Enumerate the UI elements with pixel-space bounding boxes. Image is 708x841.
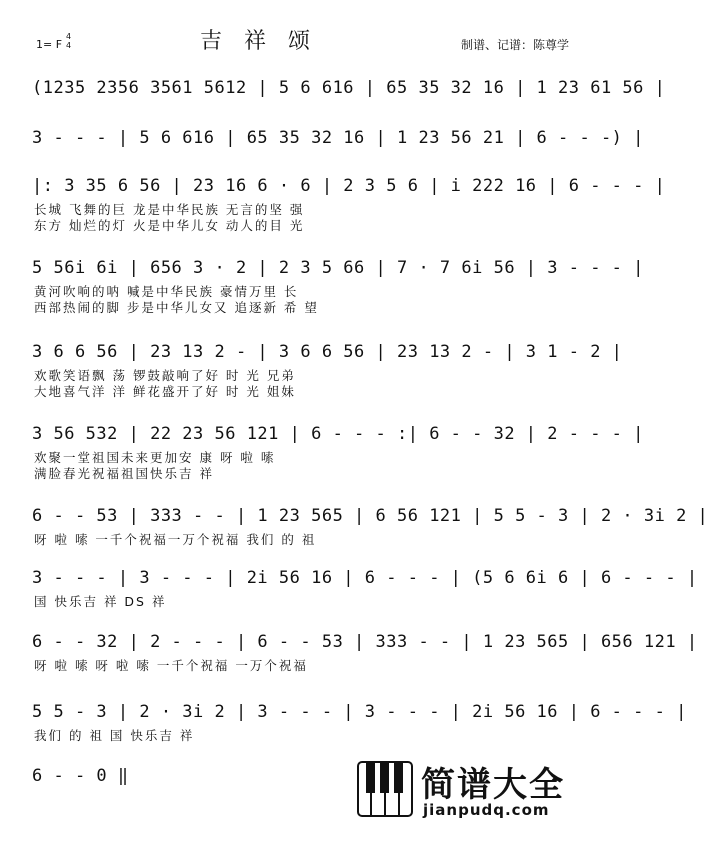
score-row [32, 702, 687, 762]
notation-line: 3 6 6 56 | 23 13 2 - | 3 6 6 56 | 23 13 2 - | 3 1 - 2 | [32, 342, 623, 362]
lyrics-verse-1: 呀 啦 嗦 一千个祝福一万个祝福 我们 的 祖 [34, 532, 317, 547]
lyrics-verse-1: 长城 飞舞的巨 龙是中华民族 无言的坚 强 [34, 202, 305, 217]
notation-line: (1235 2356 3561 5612 | 5 6 616 | 65 35 32 16 | 1 23 61 56 | [32, 78, 666, 98]
lyrics-verse-2: 满脸春光祝福祖国快乐吉 祥 [34, 466, 214, 481]
score-header [0, 30, 595, 70]
site-logo [357, 757, 583, 827]
notation-line: |: 3 35 6 56 | 23 16 6 · 6 | 2 3 5 6 | i 222 16 | 6 - - - | [32, 176, 666, 196]
notation-line: 6 - - 0 ‖ [32, 766, 129, 786]
score-row [32, 258, 644, 318]
score-row [32, 176, 666, 236]
notation-line: 5 5 - 3 | 2 · 3i 2 | 3 - - - | 3 - - - | 2i 56 16 | 6 - - - | [32, 702, 687, 722]
piano-keys-icon [357, 761, 413, 817]
lyrics-verse-1: 欢歌笑语飘 荡 锣鼓敲响了好 时 光 兄弟 [34, 368, 296, 383]
lyrics-verse-1: 国 快乐吉 祥 DS 祥 [34, 594, 167, 609]
score-row [32, 506, 708, 566]
lyrics-verse-1: 欢聚一堂祖国未来更加安 康 呀 啦 嗦 [34, 450, 276, 465]
lyrics-verse-1: 我们 的 祖 国 快乐吉 祥 [34, 728, 195, 743]
key-signature: 1= F [36, 38, 63, 51]
score-row [32, 568, 698, 628]
lyrics-verse-1: 黄河吹响的呐 喊是中华民族 豪情万里 长 [34, 284, 299, 299]
lyrics-verse-2: 东方 灿烂的灯 火是中华儿女 动人的目 光 [34, 218, 305, 233]
meter-bottom: 4 [66, 41, 72, 50]
score-title: 吉祥颂 [200, 29, 333, 54]
notation-line: 6 - - 32 | 2 - - - | 6 - - 53 | 333 - - | 1 23 565 | 656 121 | [32, 632, 698, 652]
notation-line: 3 56 532 | 22 23 56 121 | 6 - - - :| 6 - - 32 | 2 - - - | [32, 424, 644, 444]
notation-line: 5 56i 6i | 656 3 · 2 | 2 3 5 66 | 7 · 7 6i 56 | 3 - - - | [32, 258, 644, 278]
lyrics-verse-2: 大地喜气洋 洋 鲜花盛开了好 时 光 姐妹 [34, 384, 296, 399]
score-row [32, 424, 644, 484]
arranger-credit: 制谱、记谱：陈尊学 [460, 38, 569, 52]
score-row [32, 342, 623, 402]
score-row [32, 632, 698, 692]
logo-title: 简谱大全 [421, 765, 565, 805]
meter-top: 4 [66, 32, 72, 41]
notation-line: 3 - - - | 3 - - - | 2i 56 16 | 6 - - - | (5 6 6i 6 | 6 - - - | [32, 568, 698, 588]
lyrics-verse-2: 西部热闹的脚 步是中华儿女又 追逐新 希 望 [34, 300, 319, 315]
time-signature [66, 32, 71, 50]
notation-line: 3 - - - | 5 6 616 | 65 35 32 16 | 1 23 56 21 | 6 - - -) | [32, 128, 644, 148]
notation-line: 6 - - 53 | 333 - - | 1 23 565 | 6 56 121 | 5 5 - 3 | 2 · 3i 2 | [32, 506, 708, 526]
logo-url: jianpudq.com [423, 801, 550, 819]
lyrics-verse-1: 呀 啦 嗦 呀 啦 嗦 一千个祝福 一万个祝福 [34, 658, 308, 673]
